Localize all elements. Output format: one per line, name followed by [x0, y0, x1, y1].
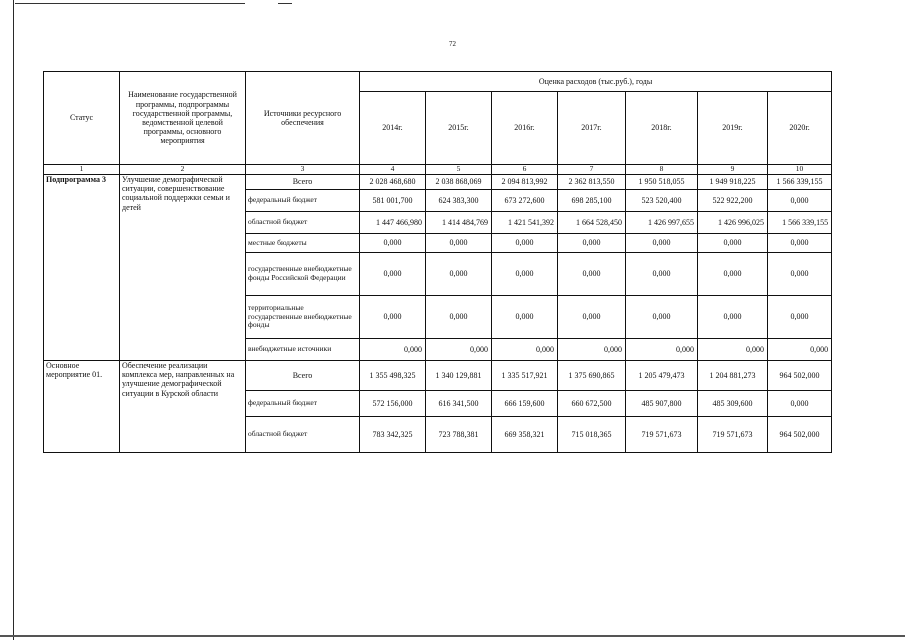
- value-cell: 660 672,500: [558, 391, 626, 417]
- header-sources: Источники ресурсного обеспечения: [246, 72, 360, 165]
- column-index: 9: [698, 165, 768, 175]
- value-cell: 0,000: [626, 253, 698, 296]
- value-cell: 719 571,673: [698, 417, 768, 453]
- value-cell: 0,000: [426, 253, 492, 296]
- value-cell: 616 341,500: [426, 391, 492, 417]
- value-cell: 0,000: [626, 339, 698, 361]
- header-name: Наименование государственной программы, подпрограммы государственной программы, ведомственной целевой программы, основного мероприятия: [120, 72, 246, 165]
- column-index: 8: [626, 165, 698, 175]
- value-cell: 1 566 339,155: [768, 175, 832, 190]
- header-year: 2016г.: [492, 92, 558, 165]
- value-cell: 0,000: [360, 253, 426, 296]
- column-index-row: [44, 165, 832, 175]
- source-cell: федеральный бюджет: [246, 190, 360, 212]
- value-cell: 964 502,000: [768, 361, 832, 391]
- value-cell: 1 426 996,025: [698, 212, 768, 234]
- value-cell: 485 907,800: [626, 391, 698, 417]
- value-cell: 1 340 129,881: [426, 361, 492, 391]
- scan-top-dash: [278, 3, 292, 4]
- value-cell: 0,000: [698, 234, 768, 253]
- value-cell: 719 571,673: [626, 417, 698, 453]
- value-cell: 0,000: [626, 296, 698, 339]
- value-cell: 0,000: [492, 296, 558, 339]
- header-estimate: Оценка расходов (тыс.руб.), годы: [360, 72, 832, 92]
- value-cell: 715 018,365: [558, 417, 626, 453]
- page-number: 72: [449, 40, 456, 48]
- value-cell: 1 949 918,225: [698, 175, 768, 190]
- value-cell: 0,000: [558, 339, 626, 361]
- value-cell: 1 414 484,769: [426, 212, 492, 234]
- column-index: 7: [558, 165, 626, 175]
- value-cell: 0,000: [768, 296, 832, 339]
- table-row: [44, 175, 832, 190]
- program-name-cell: Обеспечение реализации комплекса мер, направленных на улучшение демографической ситуации в Курской области: [120, 361, 246, 453]
- value-cell: 1 566 339,155: [768, 212, 832, 234]
- source-cell: местные бюджеты: [246, 234, 360, 253]
- value-cell: 0,000: [558, 296, 626, 339]
- value-cell: 1 335 517,921: [492, 361, 558, 391]
- value-cell: 723 788,381: [426, 417, 492, 453]
- value-cell: 0,000: [558, 234, 626, 253]
- value-cell: 0,000: [768, 391, 832, 417]
- value-cell: 1 205 479,473: [626, 361, 698, 391]
- source-cell: внебюджетные источники: [246, 339, 360, 361]
- column-index: 5: [426, 165, 492, 175]
- value-cell: 0,000: [492, 253, 558, 296]
- source-cell: Всего: [246, 175, 360, 190]
- value-cell: 0,000: [426, 296, 492, 339]
- source-cell: территориальные государственные внебюджетные фонды: [246, 296, 360, 339]
- value-cell: 1 950 518,055: [626, 175, 698, 190]
- scan-top-line: [15, 3, 245, 4]
- header-year: 2017г.: [558, 92, 626, 165]
- header-year: 2015г.: [426, 92, 492, 165]
- value-cell: 0,000: [626, 234, 698, 253]
- header-year: 2018г.: [626, 92, 698, 165]
- value-cell: 0,000: [698, 296, 768, 339]
- value-cell: 1 426 997,655: [626, 212, 698, 234]
- header-year: 2014г.: [360, 92, 426, 165]
- source-cell: областной бюджет: [246, 417, 360, 453]
- status-cell: Основное мероприятие 01.: [44, 361, 120, 453]
- header-year: 2019г.: [698, 92, 768, 165]
- value-cell: 0,000: [768, 253, 832, 296]
- value-cell: 1 375 690,865: [558, 361, 626, 391]
- value-cell: 1 204 881,273: [698, 361, 768, 391]
- scan-bottom-edge: [0, 635, 905, 637]
- value-cell: 0,000: [360, 296, 426, 339]
- source-cell: государственные внебюджетные фонды Российской Федерации: [246, 253, 360, 296]
- value-cell: 1 664 528,450: [558, 212, 626, 234]
- value-cell: 0,000: [360, 234, 426, 253]
- value-cell: 0,000: [558, 253, 626, 296]
- value-cell: 783 342,325: [360, 417, 426, 453]
- value-cell: 485 309,600: [698, 391, 768, 417]
- budget-table: [43, 71, 832, 453]
- value-cell: 0,000: [492, 234, 558, 253]
- column-index: 6: [492, 165, 558, 175]
- value-cell: 624 383,300: [426, 190, 492, 212]
- value-cell: 0,000: [426, 339, 492, 361]
- value-cell: 572 156,000: [360, 391, 426, 417]
- value-cell: 2 028 468,680: [360, 175, 426, 190]
- scan-left-edge: [13, 0, 14, 640]
- value-cell: 2 094 813,992: [492, 175, 558, 190]
- header-year: 2020г.: [768, 92, 832, 165]
- value-cell: 523 520,400: [626, 190, 698, 212]
- value-cell: 0,000: [698, 253, 768, 296]
- source-cell: федеральный бюджет: [246, 391, 360, 417]
- value-cell: 0,000: [426, 234, 492, 253]
- source-cell: областной бюджет: [246, 212, 360, 234]
- value-cell: 0,000: [698, 339, 768, 361]
- value-cell: 2 362 813,550: [558, 175, 626, 190]
- value-cell: 0,000: [492, 339, 558, 361]
- header-status: Статус: [44, 72, 120, 165]
- value-cell: 2 038 868,069: [426, 175, 492, 190]
- value-cell: 0,000: [768, 190, 832, 212]
- value-cell: 522 922,200: [698, 190, 768, 212]
- value-cell: 964 502,000: [768, 417, 832, 453]
- column-index: 10: [768, 165, 832, 175]
- column-index: 2: [120, 165, 246, 175]
- value-cell: 669 358,321: [492, 417, 558, 453]
- value-cell: 1 355 498,325: [360, 361, 426, 391]
- source-cell: Всего: [246, 361, 360, 391]
- value-cell: 1 447 466,980: [360, 212, 426, 234]
- value-cell: 0,000: [768, 234, 832, 253]
- value-cell: 673 272,600: [492, 190, 558, 212]
- column-index: 1: [44, 165, 120, 175]
- value-cell: 0,000: [360, 339, 426, 361]
- column-index: 3: [246, 165, 360, 175]
- value-cell: 1 421 541,392: [492, 212, 558, 234]
- status-cell: Подпрограмма 3: [44, 175, 120, 361]
- column-index: 4: [360, 165, 426, 175]
- value-cell: 698 285,100: [558, 190, 626, 212]
- table-row: [44, 361, 832, 391]
- program-name-cell: Улучшение демографической ситуации, совершенствование социальной поддержки семьи и детей: [120, 175, 246, 361]
- value-cell: 581 001,700: [360, 190, 426, 212]
- value-cell: 0,000: [768, 339, 832, 361]
- value-cell: 666 159,600: [492, 391, 558, 417]
